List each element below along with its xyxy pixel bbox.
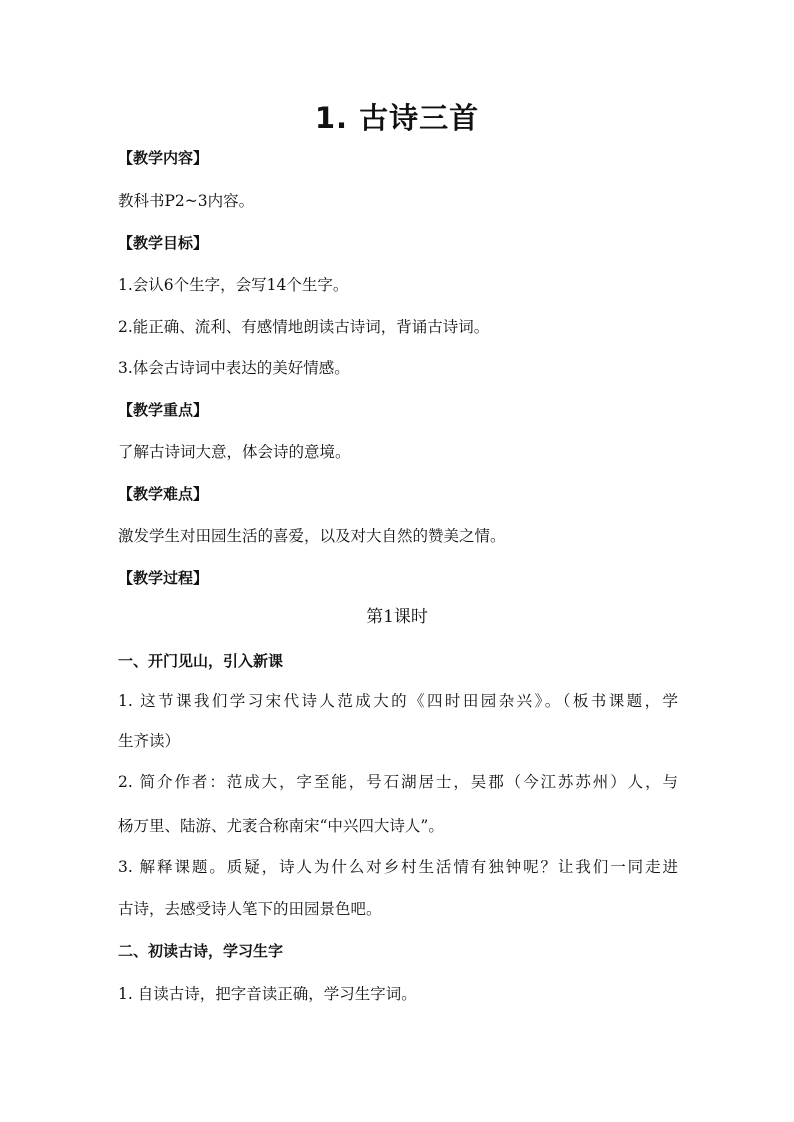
goal-item-2: 2.能正确、流利、有感情地朗读古诗词，背诵古诗词。 [118, 318, 490, 336]
content-heading: 【教学内容】 [118, 149, 209, 167]
content-text: 教科书P2~3内容。 [118, 192, 255, 210]
section1-line-2: 生齐读） [118, 732, 181, 750]
section1-line-5: 3. 解释课题。质疑，诗人为什么对乡村生活情有独钟呢？让我们一同走进 [118, 858, 678, 876]
goal-item-3: 3.体会古诗词中表达的美好情感。 [118, 359, 350, 377]
section1-line-1: 1. 这节课我们学习宋代诗人范成大的《四时田园杂兴》。（板书课题，学 [118, 692, 678, 710]
page-title: 1. 古诗三首 [314, 101, 480, 135]
section1-line-6: 古诗，去感受诗人笔下的田园景色吧。 [118, 900, 382, 918]
goal-item-1: 1.会认6个生字，会写14个生字。 [118, 276, 349, 294]
section2-heading: 二、初读古诗，学习生字 [118, 942, 284, 960]
lesson-label: 第1课时 [366, 607, 428, 627]
difficulty-text: 激发学生对田园生活的喜爱，以及对大自然的赞美之情。 [118, 527, 506, 545]
process-heading: 【教学过程】 [118, 569, 209, 587]
goals-heading: 【教学目标】 [118, 234, 209, 252]
section1-heading: 一、开门见山，引入新课 [118, 652, 284, 670]
key-heading: 【教学重点】 [118, 401, 209, 419]
difficulty-heading: 【教学难点】 [118, 485, 209, 503]
key-text: 了解古诗词大意，体会诗的意境。 [118, 443, 351, 461]
section2-line-1: 1. 自读古诗，把字音读正确，学习生字词。 [118, 985, 417, 1003]
section1-line-3: 2. 简介作者：范成大，字至能，号石湖居士，吴郡（今江苏苏州）人，与 [118, 773, 678, 791]
section1-line-4: 杨万里、陆游、尤袤合称南宋“中兴四大诗人”。 [118, 817, 444, 835]
